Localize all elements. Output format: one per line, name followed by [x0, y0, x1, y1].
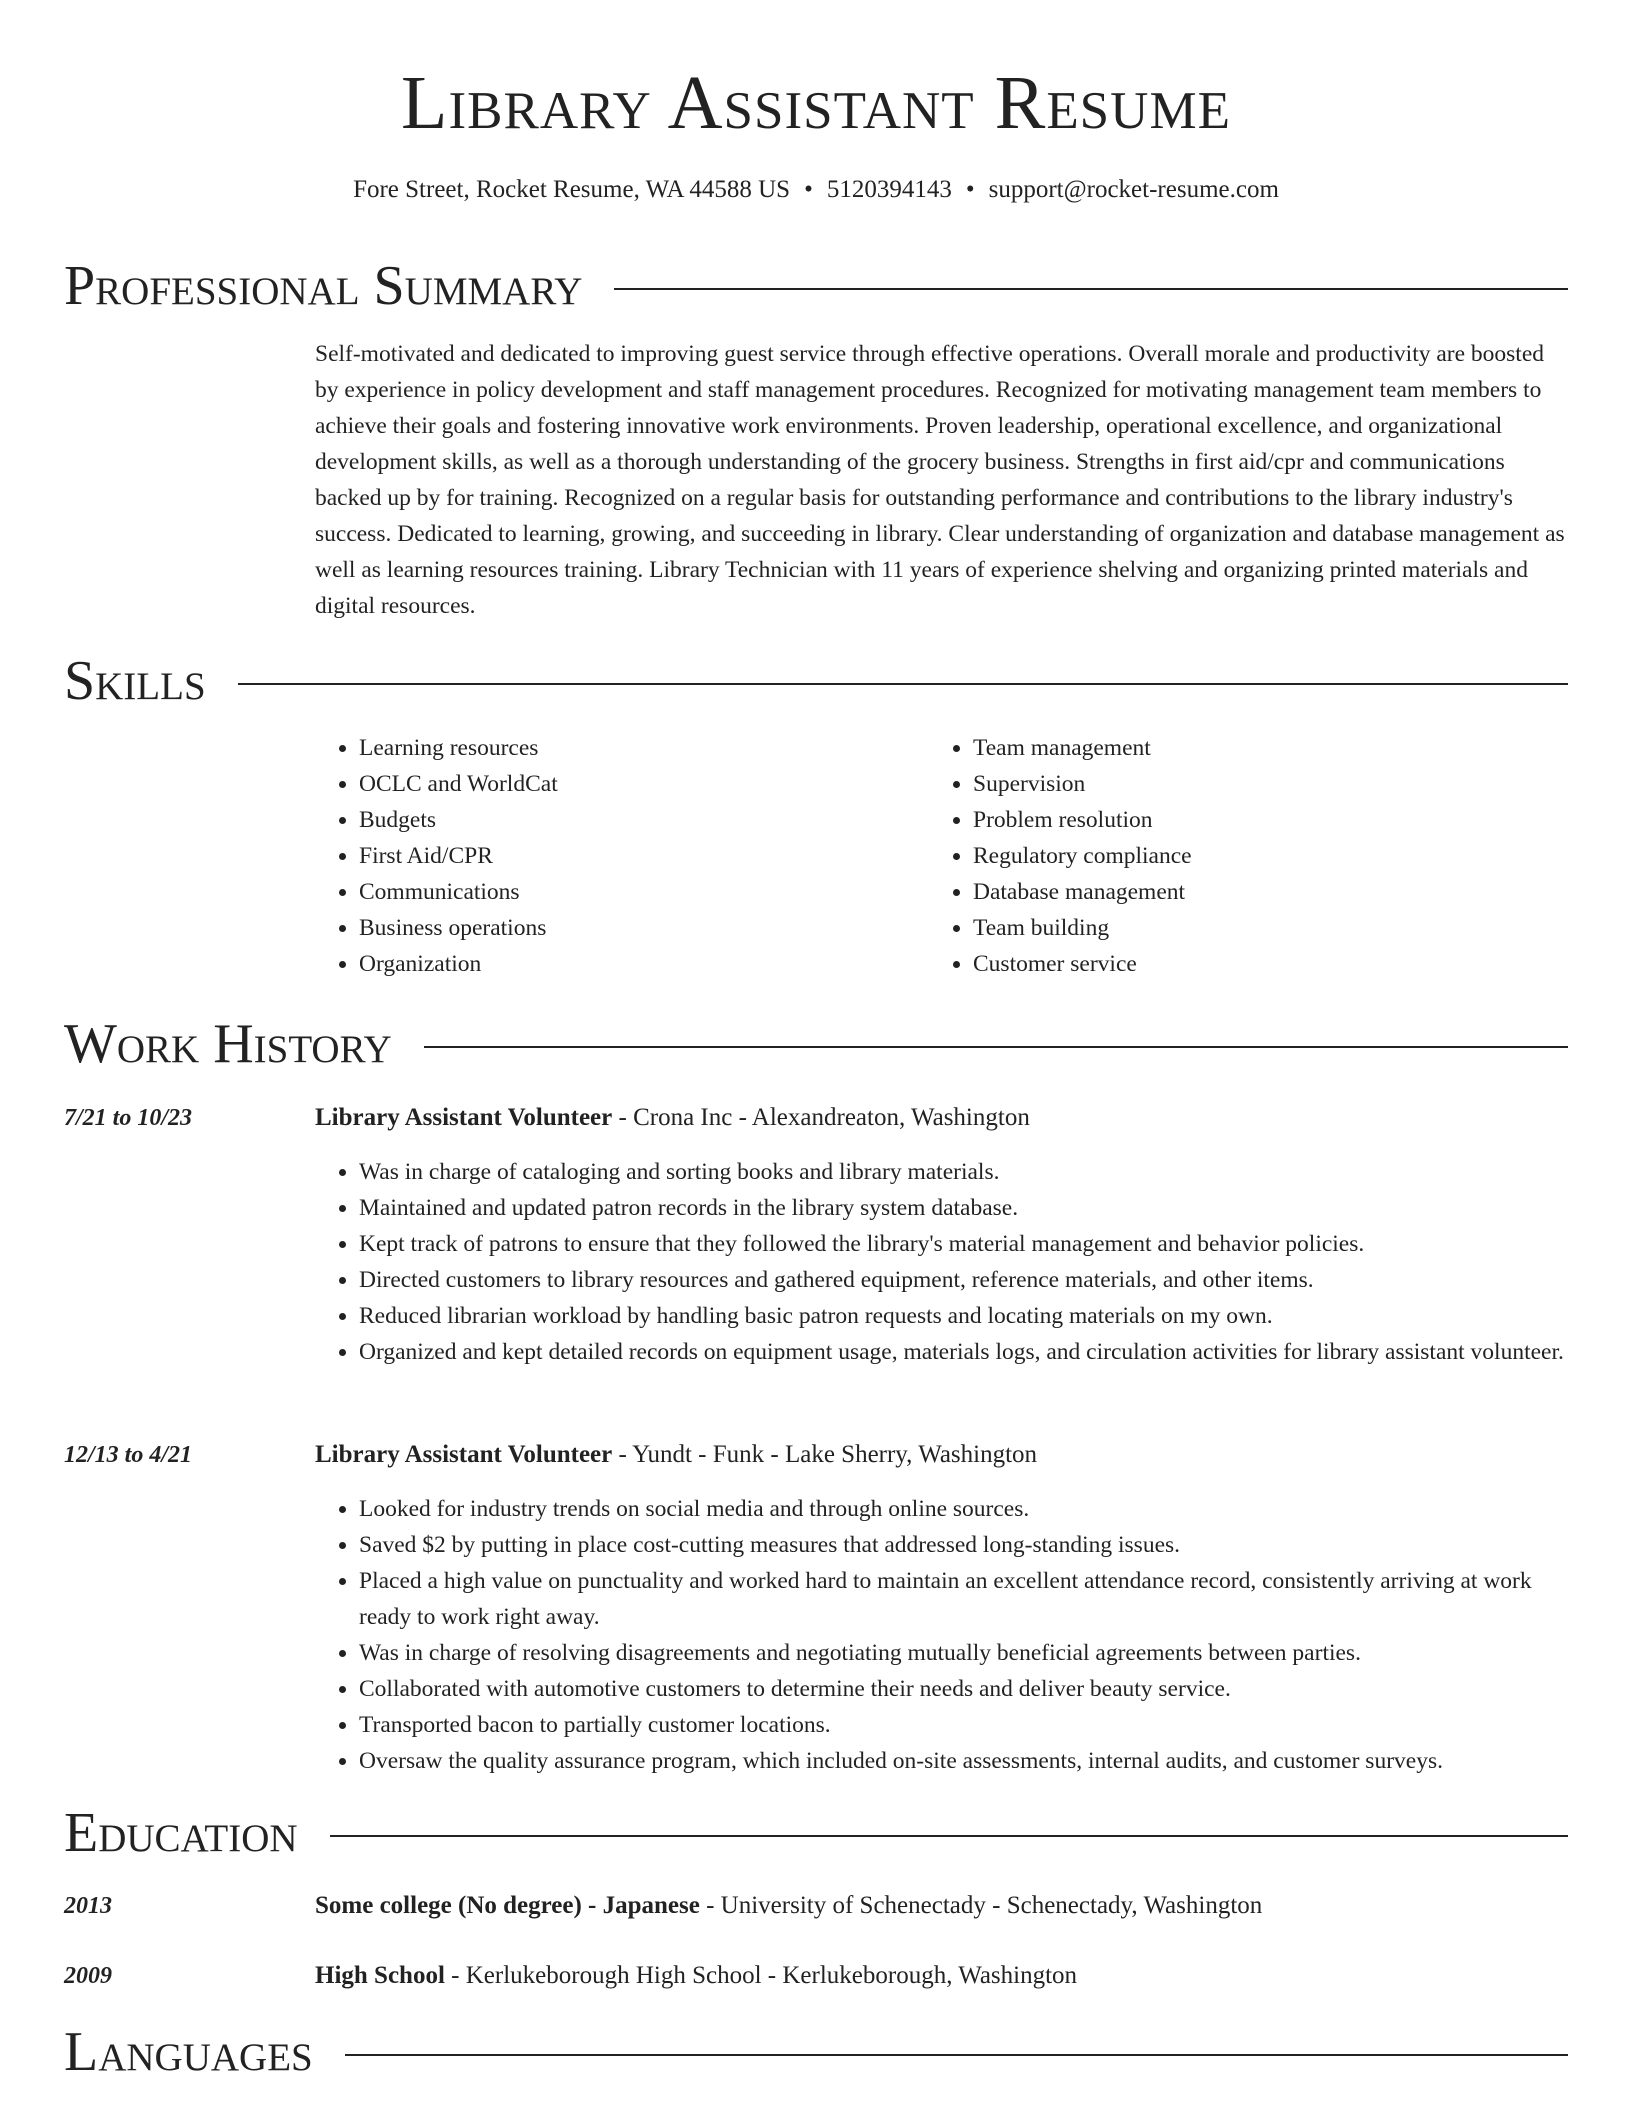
job-bullets: [315, 1154, 1577, 1370]
skills-right-column: [929, 730, 1569, 982]
job-bullet: • Oversaw the quality assurance program, which included on-site assessments, internal audits, and customer surveys.: [359, 1743, 1577, 1779]
job-title: Library Assistant Volunteer: [315, 1104, 613, 1131]
job-bullet: • Looked for industry trends on social media and through online sources.: [359, 1491, 1577, 1527]
job-dates: 7/21 to 10/23: [64, 1105, 193, 1131]
skill-item: • Problem resolution: [973, 802, 1569, 838]
section-divider: [424, 1046, 1568, 1048]
job-bullet: • Organized and kept detailed records on equipment usage, materials logs, and circulation activities for library assistant volunteer.: [359, 1334, 1577, 1370]
education-year: 2009: [64, 1963, 112, 1989]
contact-phone: 5120394143: [826, 176, 952, 203]
skill-item: • OCLC and WorldCat: [359, 766, 915, 802]
contact-separator: •: [965, 176, 975, 203]
section-divider: [238, 683, 1568, 685]
job-heading: [315, 1437, 1575, 1473]
skill-item: • First Aid/CPR: [359, 838, 915, 874]
education-details: - University of Schenectady - Schenectady, Washington: [699, 1892, 1263, 1919]
skill-item: • Team building: [973, 910, 1569, 946]
education-degree: High School: [315, 1962, 445, 1989]
skill-item: • Supervision: [973, 766, 1569, 802]
section-divider: [345, 2054, 1568, 2056]
job-bullet: • Maintained and updated patron records in the library system database.: [359, 1190, 1577, 1226]
education-degree: Some college (No degree) - Japanese: [315, 1892, 700, 1919]
job-bullet-list: [315, 1491, 1577, 1779]
job-title: Library Assistant Volunteer: [315, 1441, 613, 1468]
languages-heading-label: Languages: [64, 2021, 313, 2083]
skill-item: • Customer service: [973, 946, 1569, 982]
skill-item: • Regulatory compliance: [973, 838, 1569, 874]
job-dates: 12/13 to 4/21: [64, 1442, 193, 1468]
job-details: - Crona Inc - Alexandreaton, Washington: [612, 1104, 1030, 1131]
summary-text: Self-motivated and dedicated to improving guest service through effective operations. Overall morale and productivity are boosted by experience in policy development and staff management procedures. Recognized for motivating management team members to achieve their goals and fostering innovative work environments. Proven leadership, operational excellence, and organizational development skills, as well as a thorough understanding of the grocery business. Strengths in first aid/cpr and communications backed up by for training. Recognized on a regular basis for outstanding performance and contributions to the library industry's success. Dedicated to learning, growing, and succeeding in library. Clear understanding of organization and database management as well as learning resources training. Library Technician with 11 years of experience shelving and organizing printed materials and digital resources.: [315, 341, 1565, 619]
skills-list-left: [315, 730, 915, 982]
work-section-heading: [64, 1014, 1568, 1074]
job-bullets: [315, 1491, 1577, 1779]
summary-section-heading: [64, 256, 1568, 316]
job-details: - Yundt - Funk - Lake Sherry, Washington: [612, 1441, 1038, 1468]
contact-separator: •: [804, 176, 813, 203]
job-bullet: • Placed a high value on punctuality and worked hard to maintain an excellent attendance record, consistently arriving at work ready to work right away.: [359, 1563, 1577, 1635]
job-bullet: • Was in charge of cataloging and sorting books and library materials.: [359, 1154, 1577, 1190]
job-bullet: • Reduced librarian workload by handling basic patron requests and locating materials on my own.: [359, 1298, 1577, 1334]
education-section-heading: [64, 1803, 1568, 1863]
skill-item: • Learning resources: [359, 730, 915, 766]
skill-item: • Communications: [359, 874, 915, 910]
skills-section-heading: [64, 651, 1568, 711]
languages-section-heading: [64, 2022, 1568, 2082]
section-divider: [614, 288, 1568, 290]
section-divider: [330, 1835, 1568, 1837]
summary-heading-label: Professional Summary: [64, 255, 583, 317]
skills-heading-label: Skills: [64, 650, 206, 712]
job-heading: [315, 1100, 1575, 1136]
education-year: 2013: [64, 1893, 112, 1919]
job-bullet: • Transported bacon to partially customer locations.: [359, 1707, 1577, 1743]
job-bullet-list: [315, 1154, 1577, 1370]
job-bullet: • Directed customers to library resources and gathered equipment, reference materials, and other items.: [359, 1262, 1577, 1298]
education-heading-label: Education: [64, 1802, 298, 1864]
skill-item: • Organization: [359, 946, 915, 982]
job-bullet: • Collaborated with automotive customers to determine their needs and deliver beauty service.: [359, 1671, 1577, 1707]
skills-left-column: [315, 730, 915, 982]
job-bullet: • Saved $2 by putting in place cost-cutting measures that addressed long-standing issues.: [359, 1527, 1577, 1563]
skill-item: • Team management: [973, 730, 1569, 766]
resume-title: Library Assistant Resume: [401, 61, 1231, 145]
contact-line: [0, 173, 1632, 207]
job-bullet: • Was in charge of resolving disagreements and negotiating mutually beneficial agreements between parties.: [359, 1635, 1577, 1671]
skill-item: • Database management: [973, 874, 1569, 910]
skill-item: • Budgets: [359, 802, 915, 838]
education-details: - Kerlukeborough High School - Kerlukeborough, Washington: [444, 1962, 1078, 1989]
education-entry: [315, 1958, 1575, 1994]
contact-address: Fore Street, Rocket Resume, WA 44588 US: [353, 176, 791, 203]
skill-item: • Business operations: [359, 910, 915, 946]
work-heading-label: Work History: [64, 1013, 392, 1075]
job-bullet: • Kept track of patrons to ensure that they followed the library's material management and behavior policies.: [359, 1226, 1577, 1262]
contact-email: support@rocket-resume.com: [988, 176, 1279, 203]
education-entry: [315, 1888, 1575, 1924]
skills-list-right: [929, 730, 1569, 982]
